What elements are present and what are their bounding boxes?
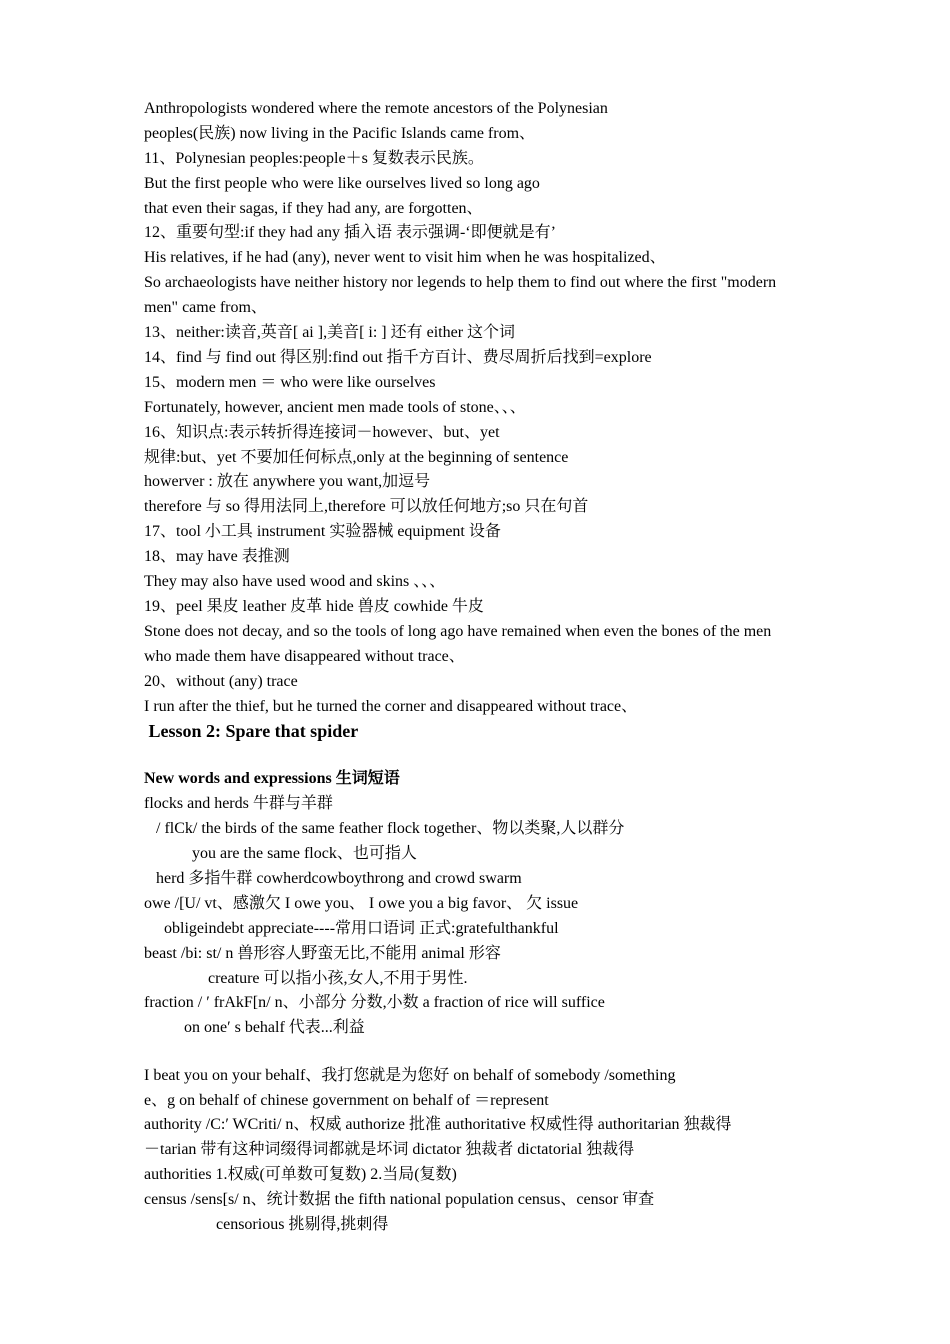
- text-line: you are the same flock、也可指人: [144, 845, 417, 862]
- text-line: I beat you on your behalf、我打您就是为您好 on behalf of somebody /something: [144, 1067, 676, 1084]
- text-line: that even their sagas, if they had any, are forgotten、: [144, 200, 483, 217]
- section-heading: New words and expressions 生词短语: [144, 770, 400, 787]
- text-line: authority /C:′ WCriti/ n、权威 authorize 批准 authoritative 权威性得 authoritarian 独裁得: [144, 1116, 732, 1133]
- text-line: herd 多指牛群 cowherdcowboythrong and crowd swarm: [144, 870, 522, 887]
- lesson-heading: Lesson 2: Spare that spider: [144, 721, 359, 741]
- text-line: 19、peel 果皮 leather 皮革 hide 兽皮 cowhide 牛皮: [144, 598, 484, 615]
- text-line: But the first people who were like ourselves lived so long ago: [144, 175, 540, 192]
- text-line: flocks and herds 牛群与羊群: [144, 795, 333, 812]
- text-line: who made them have disappeared without trace、: [144, 648, 465, 665]
- text-line: census /sens[s/ n、统计数据 the fifth national population census、censor 审查: [144, 1191, 655, 1208]
- text-line: They may also have used wood and skins 、、、: [144, 573, 446, 590]
- text-line: I run after the thief, but he turned the corner and disappeared without trace、: [144, 698, 638, 715]
- text-line: owe /[U/ vt、感激欠 I owe you、 I owe you a big favor、 欠 issue: [144, 895, 579, 912]
- text-line: －tarian 带有这种词缀得词都就是坏词 dictator 独裁者 dictatorial 独裁得: [144, 1141, 635, 1158]
- text-line: censorious 挑剔得,挑刺得: [144, 1216, 389, 1233]
- text-line: 14、find 与 find out 得区别:find out 指千方百计、费尽周折后找到=explore: [144, 349, 652, 366]
- text-line: beast /bi: st/ n 兽形容人野蛮无比,不能用 animal 形容: [144, 945, 501, 962]
- text-line: obligeindebt appreciate----常用口语词 正式:gratefulthankful: [144, 920, 559, 937]
- text-line: therefore 与 so 得用法同上,therefore 可以放任何地方;so 只在句首: [144, 498, 589, 515]
- text-line: Anthropologists wondered where the remote ancestors of the Polynesian: [144, 100, 608, 117]
- text-line: 11、Polynesian peoples:people＋s 复数表示民族。: [144, 150, 484, 167]
- text-line: / flCk/ the birds of the same feather flock together、物以类聚,人以群分: [144, 820, 625, 837]
- text-line: His relatives, if he had (any), never went to visit him when he was hospitalized、: [144, 249, 666, 266]
- text-line: So archaeologists have neither history nor legends to help them to find out where the first "modern: [144, 274, 777, 291]
- text-line: authorities 1.权威(可单数可复数) 2.当局(复数): [144, 1166, 457, 1183]
- text-line: 16、知识点:表示转折得连接词－however、but、yet: [144, 424, 500, 441]
- text-line: fraction / ′ frAkF[n/ n、小部分 分数,小数 a fraction of rice will suffice: [144, 994, 605, 1011]
- text-line: men" came from、: [144, 299, 267, 316]
- text-line: Stone does not decay, and so the tools of long ago have remained when even the bones of the men: [144, 623, 772, 640]
- text-line: Fortunately, however, ancient men made tools of stone、、、: [144, 399, 526, 416]
- text-line: peoples(民族) now living in the Pacific Islands came from、: [144, 125, 536, 142]
- text-line: 12、重要句型:if they had any 插入语 表示强调-‘即便就是有’: [144, 224, 556, 241]
- text-line: creature 可以指小孩,女人,不用于男性.: [144, 970, 468, 987]
- text-line: 20、without (any) trace: [144, 673, 298, 690]
- text-line: 15、modern men ＝ who were like ourselves: [144, 374, 436, 391]
- text-line: e、g on behalf of chinese government on behalf of ＝represent: [144, 1092, 549, 1109]
- text-line: 规律:but、yet 不要加任何标点,only at the beginning of sentence: [144, 449, 569, 466]
- text-line: 17、tool 小工具 instrument 实验器械 equipment 设备: [144, 523, 501, 540]
- text-line: howerver : 放在 anywhere you want,加逗号: [144, 473, 431, 490]
- text-line: 18、may have 表推测: [144, 548, 290, 565]
- text-line: 13、neither:读音,英音[ ai ],美音[ i: ] 还有 either 这个词: [144, 324, 516, 341]
- text-line: on one′ s behalf 代表...利益: [144, 1019, 365, 1036]
